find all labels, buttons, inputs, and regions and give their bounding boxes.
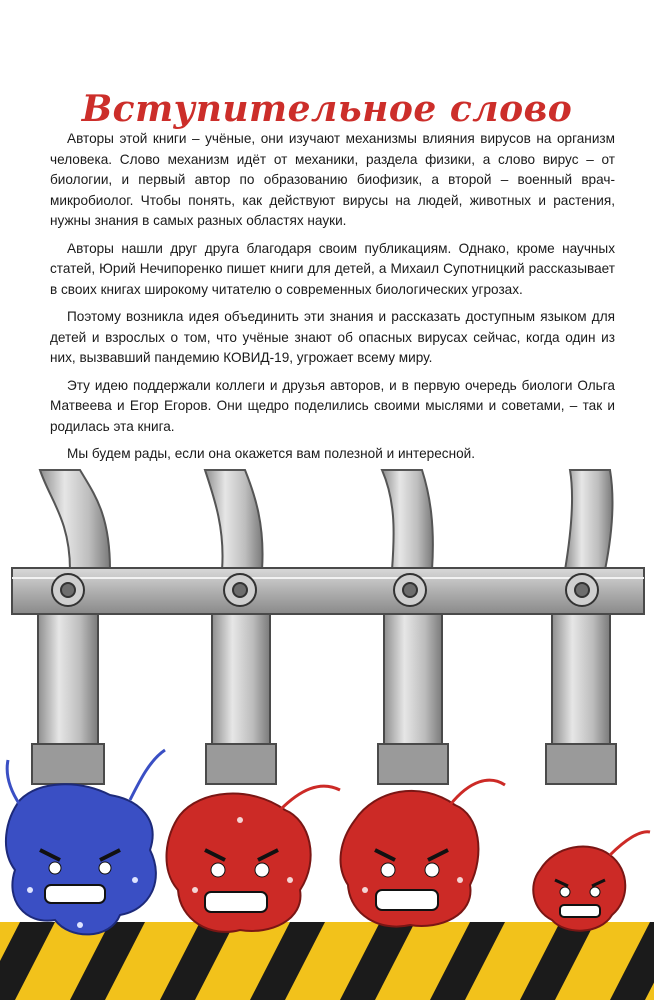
pipes-top: [40, 470, 612, 570]
paragraph-2: Авторы нашли друг друга благодаря своим публикациям. Однако, кроме научных статей, Юрий Нечипоренко пишет книги для детей, а Михаил Супотницкий рассказывает в своих книгах широкому читателю о современных биологических угрозах.: [50, 240, 615, 297]
paragraph-5: Мы будем рады, если она окажется вам полезной и интересной.: [67, 446, 476, 461]
metal-legs: [32, 614, 616, 784]
metal-bar: [12, 568, 644, 614]
virus-red-1: [166, 786, 340, 932]
virus-red-2: [341, 780, 505, 926]
intro-text: [50, 129, 615, 472]
illustration: [0, 460, 654, 1000]
paragraph-1: Авторы этой книги – учёные, они изучают механизмы влияния вирусов на организм человека. Слово механизм идёт от механики, раздела физики, а слово вирус – от биологии, и первый автор по образованию биофизик, а второй – военный врач-микробиолог. Чтобы понять, как действуют вирусы на людей, животных и растения, нужны знания в самых разных областях науки.: [50, 131, 615, 228]
virus-red-3: [533, 832, 650, 931]
paragraph-3: Поэтому возникла идея объединить эти знания и рассказать доступным языком для детей и взрослых о том, что учёные знают об опасных вирусах сейчас, когда один из них, вызвавший пандемию КОВИД-19, угрожает всему миру.: [50, 309, 615, 365]
page-title: Вступительное слово: [81, 88, 573, 131]
paragraph-4: Эту идею поддержали коллеги и друзья авторов, и в первую очередь биологи Ольга Матвеева и Егор Егоров. Они щедро поделились своими мыслями и советами, – так и родилась эта книга.: [50, 377, 615, 434]
